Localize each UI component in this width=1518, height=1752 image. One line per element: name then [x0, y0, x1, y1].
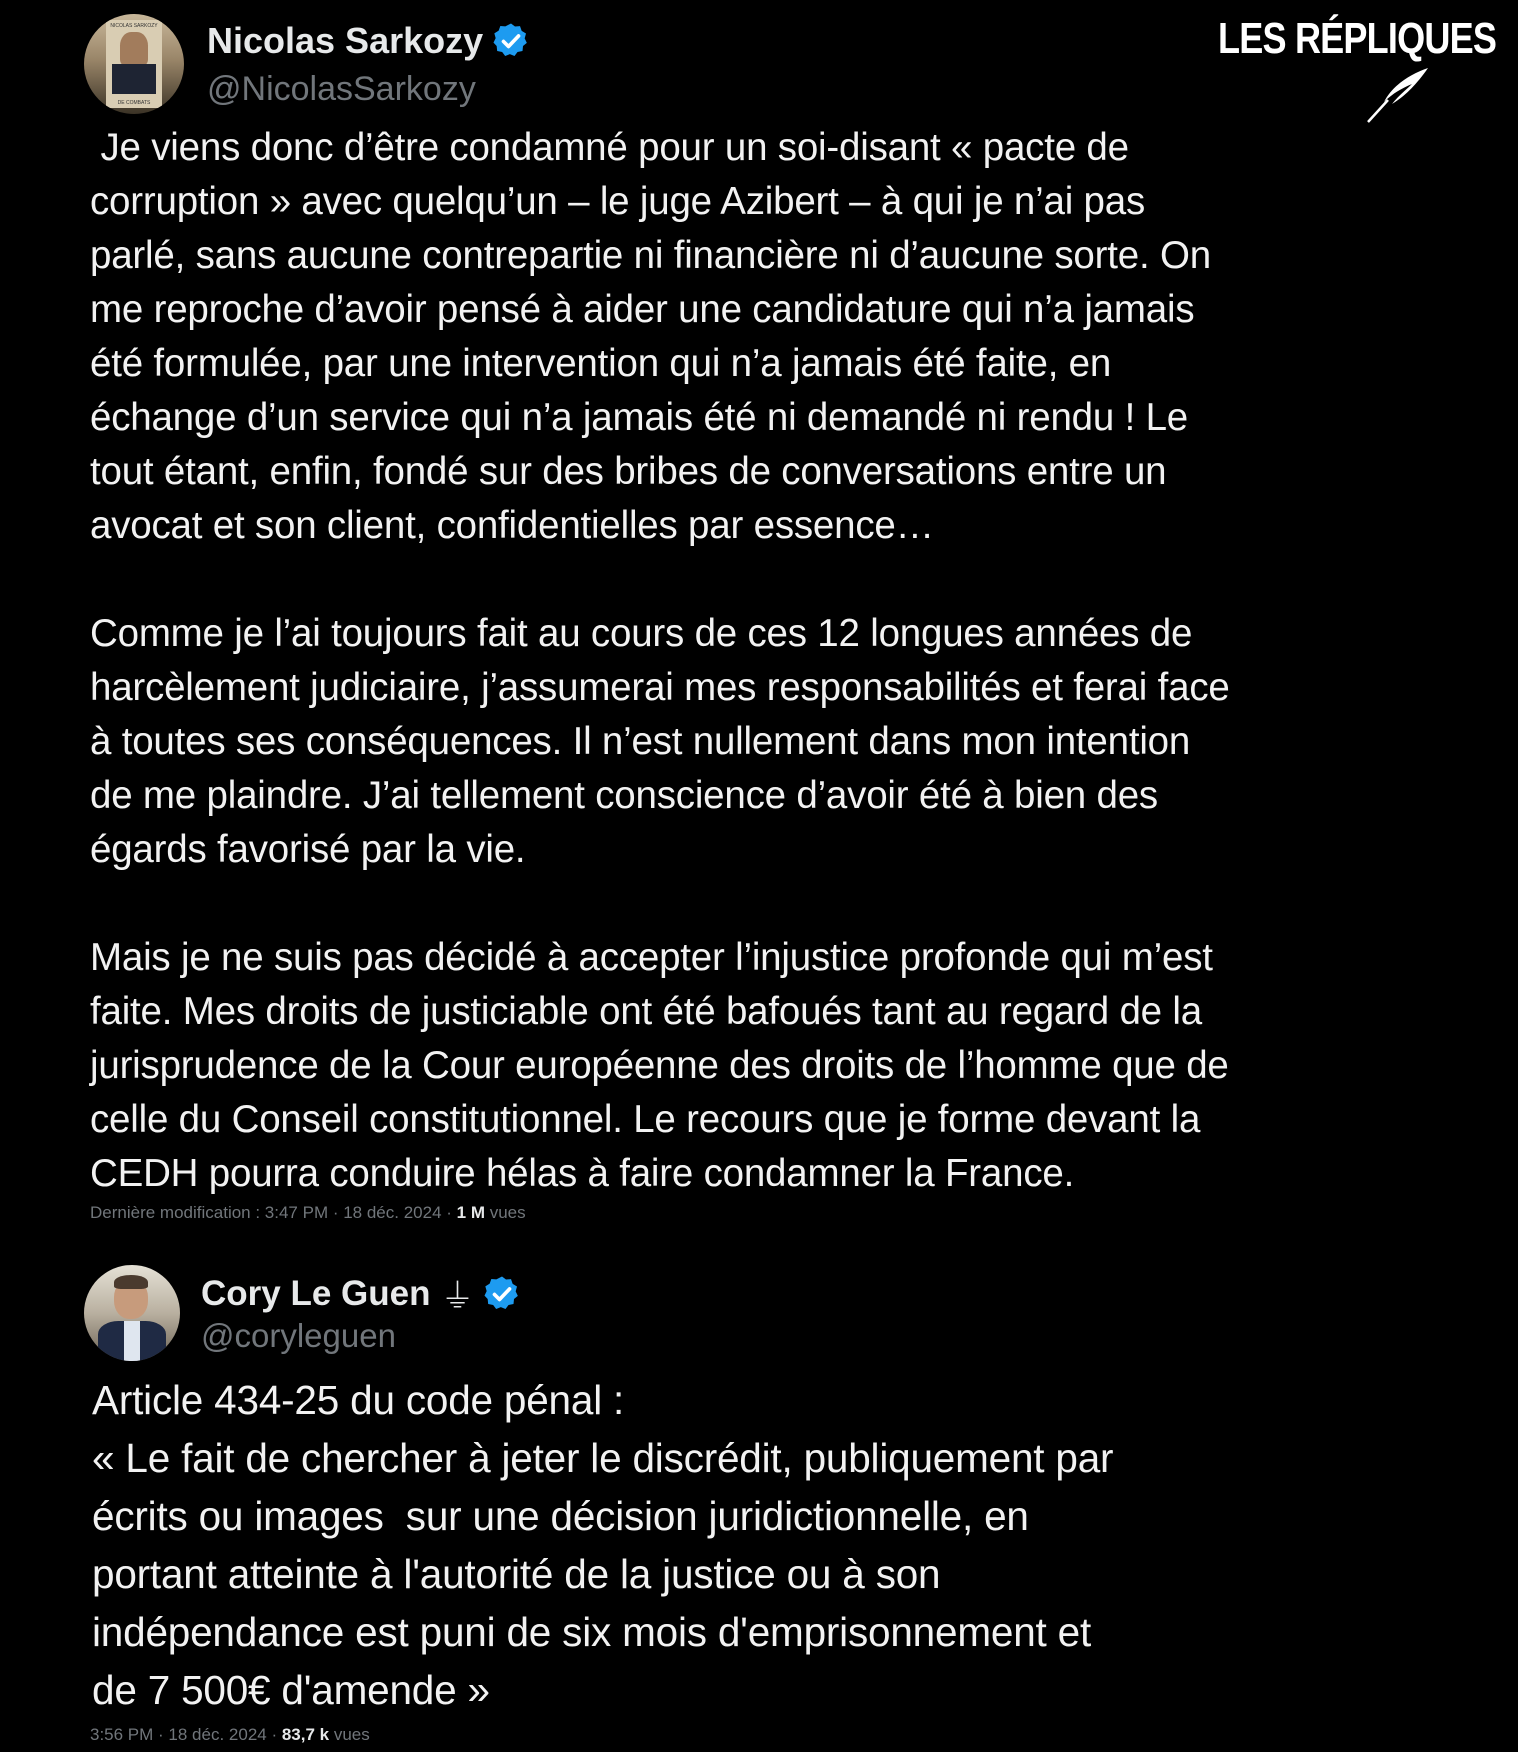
views-label: vues: [329, 1725, 370, 1744]
avatar-suit: [112, 64, 156, 94]
verified-badge-icon: [482, 1274, 522, 1314]
avatar-hair: [114, 1275, 148, 1289]
les-repliques-logo: [1217, 14, 1502, 124]
tweet-text: Article 434-25 du code pénal : « Le fait de chercher à jeter le discrédit, publiquement par écrits ou images sur une décision juridictionnelle, en portant atteinte à l'autorité de la justice ou à son indépendance est puni de six mois d'emprisonnement et de 7 500€ d'amende »: [92, 1377, 1114, 1713]
tweet-timestamp[interactable]: 3:56 PM · 18 déc. 2024 ·: [90, 1725, 282, 1744]
author-name-row[interactable]: [201, 1269, 522, 1318]
tweet-text: Je viens donc d’être condamné pour un soi-disant « pacte de corruption » avec quelqu’un – le juge Azibert – à qui je n’ai pas parlé, sans aucune contrepartie ni financière ni d’aucune sorte. On me reproche d’avoir pensé à aider une candidature qui n’a jamais été formulée, par une intervention qui n’a jamais été faite, en échange d’un service qui n’a jamais été ni demandé ni rendu ! Le tout étant, enfin, fondé sur des bribes de conversations entre un avocat et son client, confidentielles par essence… Comme je l’ai toujours fait au cours de ces 12 longues années de harcèlement judiciaire, j’assumerai mes responsabilités et ferai face à toutes ses conséquences. Il n’est nullement dans mon intention de me plaindre. J’ai tellement conscience d’avoir été à bien des égards favorisé par la vie. Mais je ne suis pas décidé à accepter l’injustice profonde qui m’est faite. Mes droits de justiciable ont été bafoués tant au regard de la jurisprudence de la Cour européenne des droits de l’homme que de celle du Conseil constitutionnel. Le recours que je forme devant la CEDH pourra conduire hélas à faire condamner la France.: [90, 126, 1230, 1195]
tweet-timestamp[interactable]: Dernière modification : 3:47 PM · 18 déc. 2024 ·: [90, 1203, 457, 1222]
avatar-book-cover: [106, 20, 162, 108]
avatar-shirt: [124, 1321, 140, 1361]
author-handle[interactable]: @coryleguen: [201, 1317, 396, 1354]
logo-text: LES RÉPLIQUES: [1217, 14, 1496, 63]
tweet-meta: [90, 1203, 526, 1223]
author-name[interactable]: Nicolas Sarkozy: [207, 20, 484, 61]
avatar-caption-bottom: DE COMBATS: [117, 100, 151, 106]
author-name-row[interactable]: [207, 20, 531, 62]
views-label: vues: [484, 1203, 526, 1222]
name-emoji: ⏚: [440, 1277, 475, 1317]
views-count: 83,7 k: [281, 1725, 330, 1744]
feather-icon: [1362, 64, 1432, 124]
avatar-portrait: [120, 32, 148, 66]
avatar[interactable]: [84, 1265, 180, 1361]
tweet-meta: [90, 1725, 370, 1745]
avatar[interactable]: [84, 14, 184, 114]
author-handle[interactable]: @NicolasSarkozy: [207, 70, 476, 108]
verified-badge-icon: [491, 21, 531, 61]
avatar-caption-top: NICOLAS SARKOZY: [110, 23, 158, 29]
author-name[interactable]: Cory Le Guen: [201, 1273, 431, 1313]
views-count: 1 M: [456, 1203, 485, 1222]
